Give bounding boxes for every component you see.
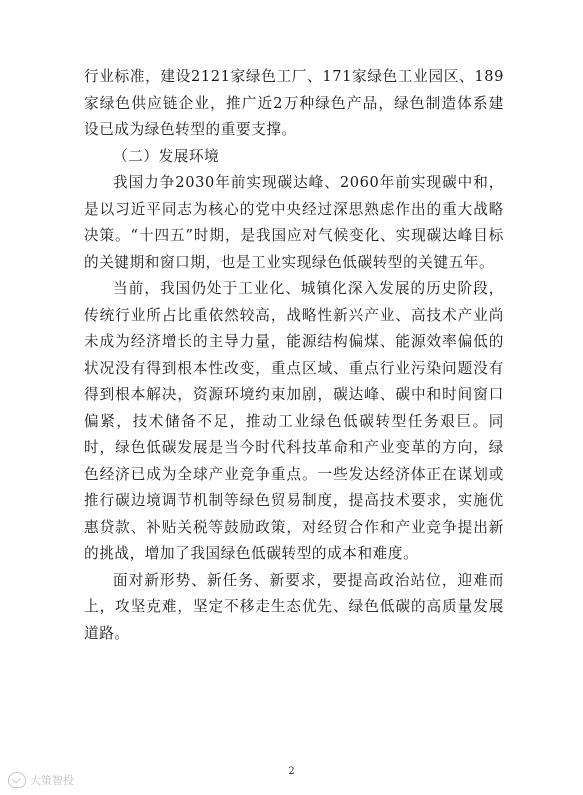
paragraph-current-situation: 当前，我国仍处于工业化、城镇化深入发展的历史阶段，传统行业所占比重依然较高，战略性新兴产业、高技术产业尚未成为经济增长的主导力量，能源结构偏煤、能源效率偏低的状况没有得到根本性改变，重点区域、重点行业污染问题没有得到根本解决，资源环境约束加剧，碳达峰、碳中和时间窗口偏紧，技术储备不足，推动工业绿色低碳转型任务艰巨。同时，绿色低碳发展是当今时代科技革命和产业变革的方向，绿色经济已成为全球产业竞争重点。一些发达经济体正在谋划或推行碳边境调节机制等绿色贸易制度，提高技术要求，实施优惠贷款、补贴关税等鼓励政策，对经贸合作和产业竞争提出新的挑战，增加了我国绿色低碳转型的成本和难度。 bbox=[84, 280, 504, 562]
paragraph-continuation: 行业标准，建设2121家绿色工厂、171家绿色工业园区、189家绿色供应链企业，推广近2万种绿色产品，绿色制造体系建设已成为绿色转型的重要支撑。 bbox=[84, 68, 504, 138]
page-number: 2 bbox=[288, 766, 295, 777]
watermark bbox=[8, 772, 74, 788]
section-heading: （二）发展环境 bbox=[113, 147, 220, 165]
paragraph-outlook: 面对新形势、新任务、新要求，要提高政治站位，迎难而上，攻坚克难，坚定不移走生态优先、绿色低碳的高质量发展道路。 bbox=[84, 571, 504, 642]
document-body bbox=[84, 64, 504, 647]
watermark-logo-icon bbox=[8, 772, 26, 788]
paragraph-carbon-goals: 我国力争2030年前实现碳达峰、2060年前实现碳中和，是以习近平同志为核心的党中央经过深思熟虑作出的重大战略决策。“十四五”时期，是我国应对气候变化、实现碳达峰目标的关键期和窗口期，也是工业实现绿色低碳转型的关键五年。 bbox=[84, 174, 504, 271]
watermark-text: 大策智投 bbox=[30, 774, 74, 787]
